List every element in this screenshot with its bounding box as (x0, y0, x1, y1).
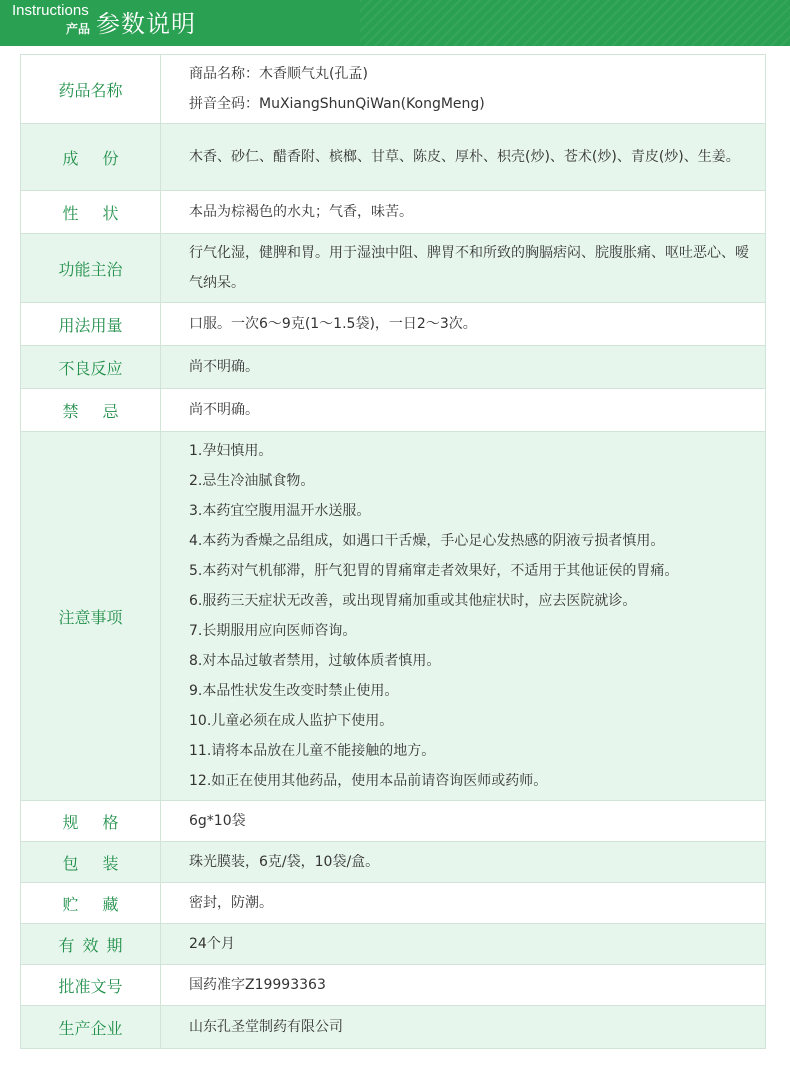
precaution-item: 7.长期服用应向医师咨询。 (189, 623, 357, 639)
precaution-item: 2.忌生冷油腻食物。 (189, 473, 315, 489)
precaution-item: 5.本药对气机郁滞，肝气犯胃的胃痛窜走者效果好，不适用于其他证侯的胃痛。 (189, 563, 679, 579)
table-row-contraindications (21, 389, 766, 432)
row-label-approval: 批准文号 (21, 965, 161, 1006)
precaution-item: 12.如正在使用其他药品，使用本品前请咨询医师或药师。 (189, 773, 548, 789)
row-label-precautions: 注意事项 (21, 432, 161, 801)
row-value-validity: 24个月 (161, 924, 766, 965)
precaution-item: 9.本品性状发生改变时禁止使用。 (189, 683, 399, 699)
row-value-storage: 密封，防潮。 (161, 883, 766, 924)
row-value-indications: 行气化湿，健脾和胃。用于湿浊中阻、脾胃不和所致的胸膈痞闷、脘腹胀痛、呕吐恶心、嗳气纳呆。 (161, 234, 766, 303)
row-label-dosage: 用法用量 (21, 303, 161, 346)
table-row-approval (21, 965, 766, 1006)
header-sub-label: 产品 (66, 22, 91, 36)
table-row-name (21, 55, 766, 124)
row-value-adverse: 尚不明确。 (161, 346, 766, 389)
table-row-appearance (21, 191, 766, 234)
precaution-item: 4.本药为香燥之品组成，如遇口干舌燥，手心足心发热感的阴液亏损者慎用。 (189, 533, 665, 549)
header-title: 参数说明 (96, 10, 196, 38)
trade-name: 商品名称：木香顺气丸(孔孟) (189, 66, 368, 82)
row-label-contraindications: 禁忌 (21, 389, 161, 432)
row-value-manufacturer: 山东孔圣堂制药有限公司 (161, 1006, 766, 1049)
header-english-label: Instructions (12, 2, 89, 19)
table-row-ingredients (21, 124, 766, 191)
precaution-item: 1.孕妇慎用。 (189, 443, 273, 459)
row-value-ingredients: 木香、砂仁、醋香附、槟榔、甘草、陈皮、厚朴、枳壳(炒)、苍术(炒)、青皮(炒)、生姜。 (161, 124, 766, 191)
table-row-indications (21, 234, 766, 303)
row-value-dosage: 口服。一次6～9克(1～1.5袋)，一日2～3次。 (161, 303, 766, 346)
table-row-packaging (21, 842, 766, 883)
precaution-item: 8.对本品过敏者禁用，过敏体质者慎用。 (189, 653, 441, 669)
precaution-item: 6.服药三天症状无改善，或出现胃痛加重或其他症状时，应去医院就诊。 (189, 593, 637, 609)
row-value-specification: 6g*10袋 (161, 801, 766, 842)
row-label-name: 药品名称 (21, 55, 161, 124)
table-row-storage (21, 883, 766, 924)
row-value-contraindications: 尚不明确。 (161, 389, 766, 432)
row-label-manufacturer: 生产企业 (21, 1006, 161, 1049)
header-decoration (360, 0, 790, 46)
row-label-adverse: 不良反应 (21, 346, 161, 389)
row-label-specification: 规格 (21, 801, 161, 842)
precaution-item: 11.请将本品放在儿童不能接触的地方。 (189, 743, 436, 759)
row-label-storage: 贮藏 (21, 883, 161, 924)
row-value-appearance: 本品为棕褐色的水丸；气香，味苦。 (161, 191, 766, 234)
row-value-precautions (161, 432, 766, 801)
row-value-packaging: 珠光膜装，6克/袋，10袋/盒。 (161, 842, 766, 883)
table-row-precautions (21, 432, 766, 801)
row-label-validity: 有效期 (21, 924, 161, 965)
row-label-appearance: 性状 (21, 191, 161, 234)
precaution-item: 3.本药宜空腹用温开水送服。 (189, 503, 371, 519)
row-label-ingredients: 成份 (21, 124, 161, 191)
table-row-dosage (21, 303, 766, 346)
header-bar (0, 0, 790, 46)
table-row-adverse (21, 346, 766, 389)
row-value-approval: 国药准字Z19993363 (161, 965, 766, 1006)
precaution-item: 10.儿童必须在成人监护下使用。 (189, 713, 394, 729)
row-value-name (161, 55, 766, 124)
row-label-indications: 功能主治 (21, 234, 161, 303)
table-row-specification (21, 801, 766, 842)
table-row-manufacturer (21, 1006, 766, 1049)
table-row-validity (21, 924, 766, 965)
row-label-packaging: 包装 (21, 842, 161, 883)
pinyin-name: 拼音全码：MuXiangShunQiWan(KongMeng) (189, 96, 485, 112)
instructions-table (20, 54, 766, 1049)
